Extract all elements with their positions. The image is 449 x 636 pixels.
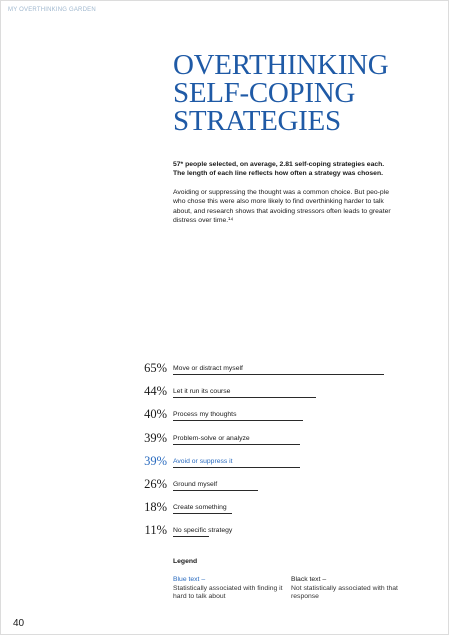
strategy-row	[1, 498, 449, 518]
strategy-percent: 44%	[144, 384, 167, 399]
strategy-line	[173, 513, 232, 514]
body-paragraph: Avoiding or suppressing the thought was a common choice. But peo-ple who chose this were also more likely to find overthinking harder to talk about, and research shows that avoiding stressors often leads to greater distress over time.¹⁴	[173, 189, 391, 224]
strategy-row	[1, 475, 449, 495]
strategy-label: Let it run its course	[173, 388, 231, 396]
strategy-label: Process my thoughts	[173, 411, 237, 419]
legend-black-desc: Not statistically associated with that response	[291, 584, 398, 601]
page-number: 40	[13, 618, 25, 629]
strategy-percent: 18%	[144, 500, 167, 515]
strategy-line	[173, 374, 384, 375]
strategy-row	[1, 359, 449, 379]
strategy-percent: 39%	[144, 453, 167, 468]
strategy-label: Move or distract myself	[173, 365, 243, 372]
title-line-2: SELF-COPING	[173, 77, 355, 109]
running-header: MY OVERTHINKING GARDEN	[8, 7, 96, 13]
legend-blue-desc: Statistically associated with finding it hard to talk about	[173, 584, 283, 601]
legend-blue-head: Blue text –	[173, 576, 206, 583]
strategy-chart	[1, 1, 449, 636]
title-line-1: OVERTHINKING	[173, 49, 389, 81]
legend-black-head: Black text –	[291, 576, 327, 583]
legend-title: Legend	[173, 558, 198, 565]
strategy-label: Ground myself	[173, 481, 218, 488]
strategy-label: No specific strategy	[173, 527, 233, 535]
strategy-percent: 40%	[144, 407, 167, 422]
strategy-row	[1, 429, 449, 449]
intro-paragraph: 57* people selected, on average, 2.81 self-coping strategies each. The length of each line reflects how often a strategy was chosen.	[173, 161, 385, 178]
legend-black	[291, 576, 401, 602]
strategy-line	[173, 490, 258, 491]
strategy-label: Problem-solve or analyze	[173, 434, 250, 442]
strategy-line	[173, 536, 209, 537]
strategy-percent: 26%	[144, 477, 167, 491]
strategy-row	[1, 382, 449, 402]
strategy-row	[1, 452, 449, 472]
strategy-percent: 39%	[144, 430, 167, 445]
strategy-label: Avoid or suppress it	[173, 457, 233, 465]
strategy-line	[173, 420, 303, 421]
strategy-line	[173, 467, 300, 468]
strategy-row	[1, 405, 449, 425]
strategy-line	[173, 444, 300, 445]
strategy-label: Create something	[173, 504, 227, 512]
legend-blue	[173, 576, 283, 602]
title-line-3: STRATEGIES	[173, 105, 341, 137]
strategy-percent: 11%	[144, 523, 167, 538]
strategy-row	[1, 521, 449, 541]
strategy-line	[173, 397, 316, 398]
strategy-percent: 65%	[144, 361, 167, 375]
